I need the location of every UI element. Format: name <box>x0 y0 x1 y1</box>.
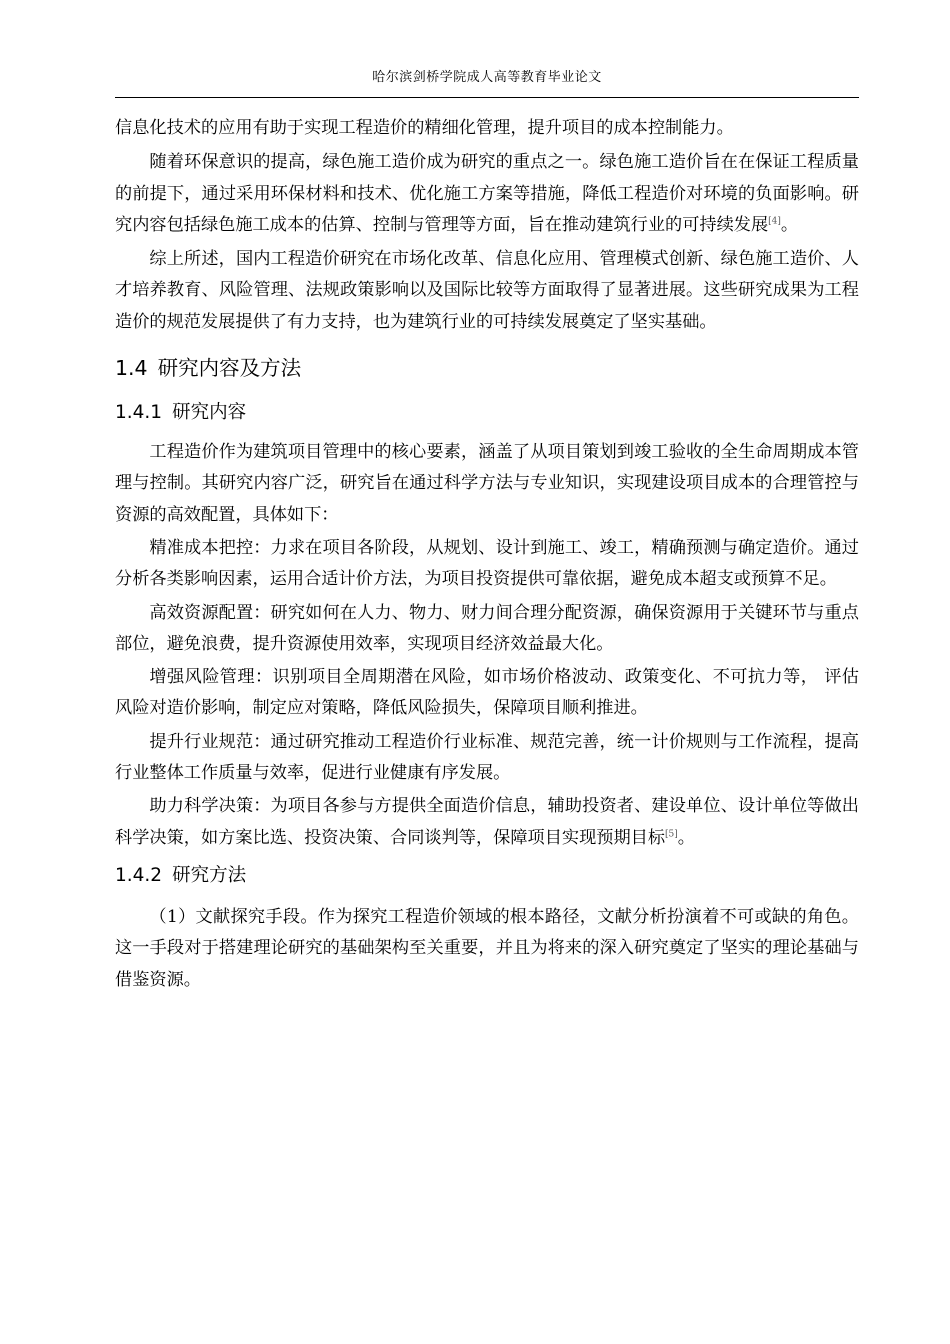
paragraph-literature-method: （1）文献探究手段。作为探究工程造价领域的根本路径，文献分析扮演着不可或缺的角色。这一手段对于搭建理论研究的基础架构至关重要，并且为将来的深入研究奠定了坚实的理论基础与借鉴资源。 <box>115 906 859 990</box>
running-header: 哈尔滨剑桥学院成人高等教育毕业论文 <box>372 70 602 85</box>
citation: [4] <box>768 216 781 227</box>
list-item-text: 助力科学决策：为项目各参与方提供全面造价信息，辅助投资者、建设单位、设计单位等做出科学决策，如方案比选、投资决策、合同谈判等，保障项目实现预期目标 <box>115 796 859 848</box>
list-item-end: 。 <box>677 827 695 848</box>
paragraph-end: 。 <box>780 214 799 235</box>
paragraph-continuation: 信息化技术的应用有助于实现工程造价的精细化管理，提升项目的成本控制能力。 <box>115 118 734 138</box>
paragraph-research-intro: 工程造价作为建筑项目管理中的核心要素，涵盖了从项目策划到竣工验收的全生命周期成本管理与控制。其研究内容广泛，研究旨在通过科学方法与专业知识，实现建设项目成本的合理管控与资源的高效配置，具体如下： <box>115 442 859 525</box>
section-title: 研究方法 <box>172 864 247 886</box>
list-item-industry-standards: 提升行业规范：通过研究推动工程造价行业标准、规范完善，统一计价规则与工作流程，提高行业整体工作质量与效率，促进行业健康有序发展。 <box>115 731 859 784</box>
list-item-resource-allocation: 高效资源配置：研究如何在人力、物力、财力间合理分配资源，确保资源用于关键环节与重点部位，避免浪费，提升资源使用效率，实现项目经济效益最大化。 <box>115 602 859 654</box>
paragraph-text: 随着环保意识的提高，绿色施工造价成为研究的重点之一。绿色施工造价旨在在保证工程质量的前提下，通过采用环保材料和技术、优化施工方案等措施，降低工程造价对环境的负面影响。研究内容包括绿色施工成本的估算、控制与管理等方面，旨在推动建筑行业的可持续发展 <box>115 152 859 235</box>
paragraph-green-construction <box>115 147 859 241</box>
section-title: 研究内容及方法 <box>157 356 302 381</box>
document-body <box>115 113 859 996</box>
section-number: 1.4.2 <box>115 864 163 886</box>
section-title: 研究内容 <box>172 402 247 424</box>
header-rule <box>115 97 859 98</box>
list-item-cost-control: 精准成本把控：力求在项目各阶段，从规划、设计到施工、竣工，精确预测与确定造价。通过分析各类影响因素，运用合适计价方法，为项目投资提供可靠依据，避免成本超支或预算不足。 <box>115 537 859 590</box>
section-number: 1.4 <box>115 356 148 381</box>
section-heading-1-4-1 <box>115 395 859 431</box>
paragraph-summary: 综上所述，国内工程造价研究在市场化改革、信息化应用、管理模式创新、绿色施工造价、人才培养教育、风险管理、法规政策影响以及国际比较等方面取得了显著进展。这些研究成果为工程造价的规范发展提供了有力支持，也为建筑行业的可持续发展奠定了坚实基础。 <box>115 249 859 332</box>
citation: [5] <box>665 828 678 839</box>
list-item-decision-support <box>115 791 859 854</box>
section-heading-1-4-2 <box>115 858 859 894</box>
section-number: 1.4.1 <box>115 402 163 424</box>
section-heading-1-4 <box>115 348 859 388</box>
list-item-risk-management: 增强风险管理：识别项目全周期潜在风险，如市场价格波动、政策变化、不可抗力等， 评估风险对造价影响，制定应对策略，降低风险损失，保障项目顺利推进。 <box>115 667 859 719</box>
